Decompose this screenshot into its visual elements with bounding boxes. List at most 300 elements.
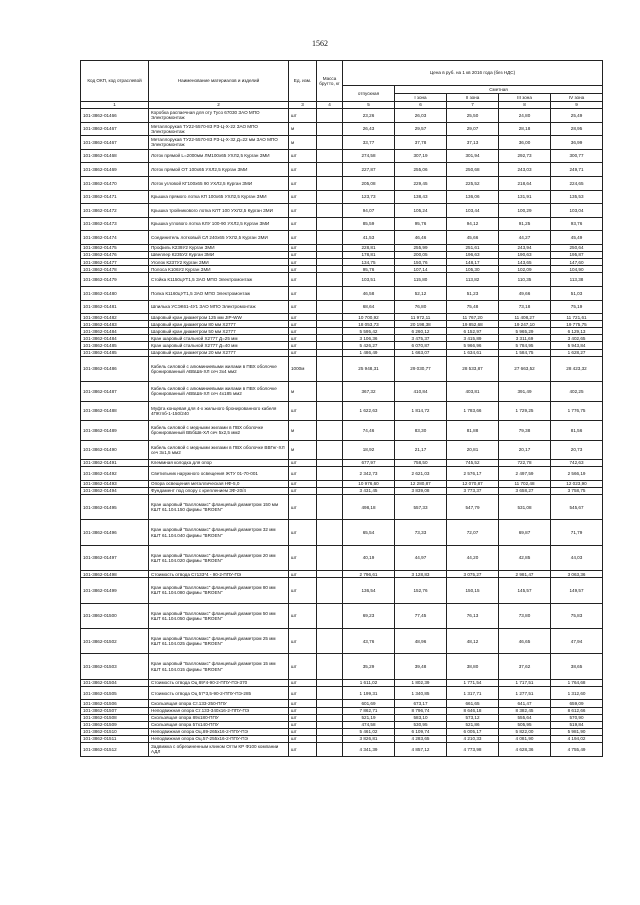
table-row bbox=[81, 487, 603, 494]
table-row bbox=[81, 335, 603, 342]
cell-zone-1-price: 410,84 bbox=[395, 382, 447, 402]
cell-zone-2-price: 8 646,18 bbox=[447, 707, 499, 714]
cell-zone-2-price: 113,82 bbox=[447, 273, 499, 287]
cell-code: 101-3862-01466 bbox=[81, 109, 149, 123]
cell-mass bbox=[317, 259, 343, 266]
table-body bbox=[81, 109, 603, 757]
cell-zone-3-price: 19 247,10 bbox=[499, 321, 551, 328]
cell-zone-3-price: 2 497,59 bbox=[499, 467, 551, 481]
cell-mass bbox=[317, 286, 343, 300]
cell-zone-4-price: 81,56 bbox=[551, 421, 603, 441]
cell-name: Металлорукав ТУ22-5570-83 РЗ-Ц-Х-22 ЗАО МПО Электромонтаж bbox=[149, 122, 289, 136]
table-row bbox=[81, 401, 603, 421]
cell-zone-2-price: 51,23 bbox=[447, 286, 499, 300]
cell-zone-2-price: 105,30 bbox=[447, 266, 499, 273]
cell-code: 101-3862-01469 bbox=[81, 163, 149, 177]
cell-zone-4-price: 3 758,75 bbox=[551, 487, 603, 494]
cell-code: 101-3862-01473 bbox=[81, 217, 149, 231]
cell-zone-3-price: 73,18 bbox=[499, 300, 551, 314]
cell-code: 101-3862-01492 bbox=[81, 467, 149, 481]
cell-zone-2-price: 28 533,87 bbox=[447, 356, 499, 381]
cell-zone-1-price: 26,03 bbox=[395, 109, 447, 123]
table-row bbox=[81, 190, 603, 204]
table-row bbox=[81, 707, 603, 714]
cell-zone-4-price: 103,04 bbox=[551, 204, 603, 218]
cell-zone-2-price: 48,12 bbox=[447, 628, 499, 653]
cell-name: Крышка углового лотка КЛУ 100-90 УХЛ2,5 Курган ЗМИ bbox=[149, 217, 289, 231]
cell-unit: шт bbox=[289, 109, 317, 123]
cell-mass bbox=[317, 460, 343, 467]
table-row bbox=[81, 266, 603, 273]
cell-zone-2-price: 250,68 bbox=[447, 163, 499, 177]
cell-unit: шт bbox=[289, 571, 317, 578]
cell-zone-2-price: 75,48 bbox=[447, 300, 499, 314]
table-row bbox=[81, 735, 603, 742]
table-row bbox=[81, 231, 603, 245]
cell-zone-2-price: 1 771,54 bbox=[447, 679, 499, 686]
colnum-6: 6 bbox=[395, 102, 447, 109]
cell-mass bbox=[317, 686, 343, 700]
cell-code: 101-3862-01479 bbox=[81, 273, 149, 287]
cell-zone-1-price: 29,57 bbox=[395, 122, 447, 136]
cell-name: Муфта концевая для 4-х жильного бронированного кабеля 4ПКтпб-1-150/240 bbox=[149, 401, 289, 421]
cell-release-price: 4 341,39 bbox=[343, 743, 395, 757]
cell-mass bbox=[317, 163, 343, 177]
cell-zone-2-price: 19 852,68 bbox=[447, 321, 499, 328]
cell-code: 101-3862-01485 bbox=[81, 342, 149, 349]
cell-code: 101-3862-01484 bbox=[81, 335, 149, 342]
cell-code: 101-3862-01472 bbox=[81, 204, 149, 218]
table-row bbox=[81, 460, 603, 467]
cell-release-price: 10 976,60 bbox=[343, 480, 395, 487]
cell-zone-4-price: 545,67 bbox=[551, 494, 603, 519]
cell-release-price: 123,73 bbox=[343, 190, 395, 204]
cell-release-price: 136,54 bbox=[343, 578, 395, 603]
cell-mass bbox=[317, 628, 343, 653]
cell-unit: м bbox=[289, 382, 317, 402]
cell-zone-3-price: 49,66 bbox=[499, 286, 551, 300]
cell-release-price: 103,51 bbox=[343, 273, 395, 287]
cell-unit: шт bbox=[289, 628, 317, 653]
cell-unit: шт bbox=[289, 314, 317, 321]
cell-mass bbox=[317, 545, 343, 570]
cell-unit: шт bbox=[289, 700, 317, 707]
cell-code: 101-3862-01508 bbox=[81, 714, 149, 721]
cell-zone-2-price: 196,63 bbox=[447, 252, 499, 259]
table-row bbox=[81, 314, 603, 321]
cell-mass bbox=[317, 401, 343, 421]
cell-zone-4-price: 38,65 bbox=[551, 654, 603, 679]
cell-zone-2-price: 547,79 bbox=[447, 494, 499, 519]
cell-zone-4-price: 75,19 bbox=[551, 300, 603, 314]
cell-release-price: 25 948,31 bbox=[343, 356, 395, 381]
cell-zone-2-price: 103,44 bbox=[447, 204, 499, 218]
cell-release-price: 3 106,36 bbox=[343, 335, 395, 342]
cell-unit: шт bbox=[289, 603, 317, 628]
table-row bbox=[81, 494, 603, 519]
cell-release-price: 228,81 bbox=[343, 244, 395, 251]
table-row bbox=[81, 728, 603, 735]
cell-zone-1-price: 557,33 bbox=[395, 494, 447, 519]
cell-zone-3-price: 145,57 bbox=[499, 578, 551, 603]
cell-zone-3-price: 1 729,25 bbox=[499, 401, 551, 421]
cell-release-price: 85,59 bbox=[343, 217, 395, 231]
cell-release-price: 26,43 bbox=[343, 122, 395, 136]
cell-code: 101-3862-01477 bbox=[81, 259, 149, 266]
table-row bbox=[81, 252, 603, 259]
colnum-7: 7 bbox=[447, 102, 499, 109]
cell-unit: шт bbox=[289, 460, 317, 467]
cell-zone-4-price: 3 063,36 bbox=[551, 571, 603, 578]
cell-zone-1-price: 255,99 bbox=[395, 244, 447, 251]
cell-name: Стоимость отвода Ст133*4 - 90-2-ППУ-ПЭ bbox=[149, 571, 289, 578]
cell-zone-4-price: 1 628,27 bbox=[551, 349, 603, 356]
cell-zone-2-price: 12 070,87 bbox=[447, 480, 499, 487]
colnum-4: 4 bbox=[317, 102, 343, 109]
cell-name: Неподвижная опора Оц.57-255х16-2-ППУ-ПЭ bbox=[149, 735, 289, 742]
cell-zone-3-price: 24,80 bbox=[499, 109, 551, 123]
cell-name: Полоса К106У2 Курган ЗМИ bbox=[149, 266, 289, 273]
cell-zone-4-price: 36,99 bbox=[551, 136, 603, 150]
cell-zone-4-price: 28,95 bbox=[551, 122, 603, 136]
cell-name: Швеллер К235У2 Курган ЗМИ bbox=[149, 252, 289, 259]
cell-zone-1-price: 73,33 bbox=[395, 520, 447, 545]
cell-mass bbox=[317, 356, 343, 381]
cell-release-price: 1 199,31 bbox=[343, 686, 395, 700]
cell-code: 101-3862-01480 bbox=[81, 286, 149, 300]
cell-name: Скользящая опора 57х140-ППУ bbox=[149, 721, 289, 728]
cell-zone-4-price: 4 755,49 bbox=[551, 743, 603, 757]
cell-code: 101-3862-01467 bbox=[81, 136, 149, 150]
cell-zone-3-price: 391,49 bbox=[499, 382, 551, 402]
table-row bbox=[81, 259, 603, 266]
table-row bbox=[81, 603, 603, 628]
cell-zone-4-price: 113,38 bbox=[551, 273, 603, 287]
cell-release-price: 41,53 bbox=[343, 231, 395, 245]
cell-code: 101-3862-01496 bbox=[81, 520, 149, 545]
cell-name: Неподвижная опора Оц.89-265х16-2-ППУ-ПЭ bbox=[149, 728, 289, 735]
cell-zone-2-price: 44,20 bbox=[447, 545, 499, 570]
cell-zone-4-price: 19 775,75 bbox=[551, 321, 603, 328]
cell-zone-3-price: 20,17 bbox=[499, 440, 551, 460]
cell-zone-1-price: 37,78 bbox=[395, 136, 447, 150]
table-row bbox=[81, 109, 603, 123]
cell-zone-4-price: 51,03 bbox=[551, 286, 603, 300]
cell-zone-4-price: 250,64 bbox=[551, 244, 603, 251]
cell-zone-2-price: 1 783,66 bbox=[447, 401, 499, 421]
cell-zone-1-price: 6 260,12 bbox=[395, 328, 447, 335]
cell-zone-4-price: 5 981,90 bbox=[551, 728, 603, 735]
colnum-2: 2 bbox=[149, 102, 289, 109]
cell-mass bbox=[317, 487, 343, 494]
cell-release-price: 7 862,71 bbox=[343, 707, 395, 714]
cell-zone-2-price: 403,81 bbox=[447, 382, 499, 402]
cell-zone-3-price: 555,64 bbox=[499, 714, 551, 721]
cell-code: 101-3862-01504 bbox=[81, 679, 149, 686]
cell-zone-2-price: 225,52 bbox=[447, 176, 499, 190]
cell-mass bbox=[317, 728, 343, 735]
cell-release-price: 74,46 bbox=[343, 421, 395, 441]
cell-zone-2-price: 94,12 bbox=[447, 217, 499, 231]
cell-unit: шт bbox=[289, 520, 317, 545]
table-row bbox=[81, 217, 603, 231]
cell-zone-3-price: 131,91 bbox=[499, 190, 551, 204]
cell-code: 101-3862-01510 bbox=[81, 728, 149, 735]
cell-mass bbox=[317, 204, 343, 218]
cell-release-price: 1 486,49 bbox=[343, 349, 395, 356]
cell-name: Крышка прямого лотка КП 100х65 УХЛ2,5 Курган ЗМИ bbox=[149, 190, 289, 204]
cell-code: 101-3862-01467 bbox=[81, 122, 149, 136]
table-row bbox=[81, 382, 603, 402]
cell-name: Скользящая опора Ст.133-250-ППУ bbox=[149, 700, 289, 707]
cell-zone-2-price: 150,15 bbox=[447, 578, 499, 603]
cell-zone-3-price: 243,94 bbox=[499, 244, 551, 251]
cell-unit: шт bbox=[289, 252, 317, 259]
cell-mass bbox=[317, 654, 343, 679]
cell-zone-3-price: 36,00 bbox=[499, 136, 551, 150]
cell-code: 101-3862-01490 bbox=[81, 440, 149, 460]
cell-mass bbox=[317, 349, 343, 356]
cell-zone-3-price: 28,18 bbox=[499, 122, 551, 136]
cell-zone-2-price: 38,80 bbox=[447, 654, 499, 679]
cell-mass bbox=[317, 707, 343, 714]
cell-release-price: 227,87 bbox=[343, 163, 395, 177]
cell-code: 101-3862-01485 bbox=[81, 349, 149, 356]
table-row bbox=[81, 163, 603, 177]
cell-zone-3-price: 11 408,27 bbox=[499, 314, 551, 321]
cell-zone-2-price: 1 317,71 bbox=[447, 686, 499, 700]
price-table bbox=[80, 60, 603, 757]
cell-release-price: 33,77 bbox=[343, 136, 395, 150]
cell-code: 101-3862-01481 bbox=[81, 300, 149, 314]
cell-zone-1-price: 11 972,11 bbox=[395, 314, 447, 321]
cell-zone-1-price: 530,95 bbox=[395, 721, 447, 728]
cell-unit: шт bbox=[289, 190, 317, 204]
cell-name: Кран шаровый "Балломакс" фланцевый диаметром 15 мм КШТ 61.104.015 фирмы "BROEN" bbox=[149, 654, 289, 679]
cell-zone-3-price: 8 382,45 bbox=[499, 707, 551, 714]
cell-mass bbox=[317, 321, 343, 328]
cell-release-price: 35,29 bbox=[343, 654, 395, 679]
cell-unit: шт bbox=[289, 349, 317, 356]
cell-zone-4-price: 20,73 bbox=[551, 440, 603, 460]
cell-name: Металлорукав ТУ22-5570-83 РЗ-Ц-Х-32 Д=22 мм ЗАО МПО Электромонтаж bbox=[149, 136, 289, 150]
cell-zone-3-price: 218,64 bbox=[499, 176, 551, 190]
cell-zone-3-price: 42,85 bbox=[499, 545, 551, 570]
cell-zone-3-price: 1 277,51 bbox=[499, 686, 551, 700]
cell-zone-4-price: 659,09 bbox=[551, 700, 603, 707]
table-row bbox=[81, 149, 603, 163]
cell-zone-1-price: 29 030,77 bbox=[395, 356, 447, 381]
table-row bbox=[81, 654, 603, 679]
cell-zone-1-price: 2 621,03 bbox=[395, 467, 447, 481]
cell-zone-4-price: 12 023,90 bbox=[551, 480, 603, 487]
cell-zone-3-price: 641,47 bbox=[499, 700, 551, 707]
cell-name: Крышка тройникового лотка КЛТ 100 УХЛ2,5 Курган ЗМИ bbox=[149, 204, 289, 218]
cell-name: Полка К1160цУТ1,5 ЗАО МПО Электромонтаж bbox=[149, 286, 289, 300]
header-zone-2: II зона bbox=[447, 94, 499, 102]
header-zone-3: III зона bbox=[499, 94, 551, 102]
cell-code: 101-3862-01478 bbox=[81, 266, 149, 273]
cell-zone-1-price: 3 839,08 bbox=[395, 487, 447, 494]
cell-zone-2-price: 745,52 bbox=[447, 460, 499, 467]
cell-zone-4-price: 149,57 bbox=[551, 578, 603, 603]
cell-unit: м bbox=[289, 421, 317, 441]
table-row bbox=[81, 204, 603, 218]
cell-zone-3-price: 44,27 bbox=[499, 231, 551, 245]
cell-zone-1-price: 76,80 bbox=[395, 300, 447, 314]
cell-zone-4-price: 147,60 bbox=[551, 259, 603, 266]
cell-zone-3-price: 3 311,69 bbox=[499, 335, 551, 342]
table-row bbox=[81, 356, 603, 381]
cell-zone-1-price: 44,97 bbox=[395, 545, 447, 570]
table-row bbox=[81, 520, 603, 545]
cell-unit: шт bbox=[289, 686, 317, 700]
cell-name: Шаровый кран диаметром 80 мм X2777 bbox=[149, 321, 289, 328]
cell-zone-1-price: 48,96 bbox=[395, 628, 447, 653]
cell-name: Соединитель лотковый СЛ 240х65 УХЛ2,5 Курган ЗМИ bbox=[149, 231, 289, 245]
cell-name: Лоток угловой КГ100х65 90 УХЛ2,5 Курган ЗМИ bbox=[149, 176, 289, 190]
cell-release-price: 2 796,61 bbox=[343, 571, 395, 578]
cell-mass bbox=[317, 571, 343, 578]
cell-zone-3-price: 292,73 bbox=[499, 149, 551, 163]
table-row bbox=[81, 578, 603, 603]
cell-mass bbox=[317, 273, 343, 287]
cell-release-price: 134,75 bbox=[343, 259, 395, 266]
cell-mass bbox=[317, 721, 343, 728]
cell-zone-2-price: 20,81 bbox=[447, 440, 499, 460]
cell-release-price: 474,58 bbox=[343, 721, 395, 728]
cell-zone-1-price: 52,12 bbox=[395, 286, 447, 300]
cell-zone-3-price: 1 584,75 bbox=[499, 349, 551, 356]
cell-code: 101-3862-01506 bbox=[81, 700, 149, 707]
cell-name: Кран шаровый "Балломакс" фланцевый диаметром 80 мм КШТ 61.104.080 фирмы "BROEN" bbox=[149, 578, 289, 603]
cell-zone-4-price: 1 312,60 bbox=[551, 686, 603, 700]
table-row bbox=[81, 176, 603, 190]
cell-zone-3-price: 1 717,51 bbox=[499, 679, 551, 686]
cell-zone-4-price: 28 423,32 bbox=[551, 356, 603, 381]
cell-release-price: 94,07 bbox=[343, 204, 395, 218]
cell-zone-2-price: 251,61 bbox=[447, 244, 499, 251]
cell-code: 101-3862-01503 bbox=[81, 654, 149, 679]
cell-zone-4-price: 249,71 bbox=[551, 163, 603, 177]
cell-mass bbox=[317, 176, 343, 190]
cell-code: 101-3862-01494 bbox=[81, 487, 149, 494]
cell-release-price: 2 342,73 bbox=[343, 467, 395, 481]
cell-name: Кабель силовой с медными жилами в ПВХ оболочке бронированный ВБбШв-ХЛ сеч 5х2,5 мм2 bbox=[149, 421, 289, 441]
cell-name: Задвижка с обрезиненным клином Оттм КР Ф100 компании АДЛ bbox=[149, 743, 289, 757]
cell-code: 101-3862-01499 bbox=[81, 578, 149, 603]
cell-zone-1-price: 150,76 bbox=[395, 259, 447, 266]
cell-zone-1-price: 46,46 bbox=[395, 231, 447, 245]
cell-zone-3-price: 102,09 bbox=[499, 266, 551, 273]
cell-zone-4-price: 47,94 bbox=[551, 628, 603, 653]
header-price-title: Цена в руб. на 1 кв 2016 года (без НДС) bbox=[343, 61, 603, 86]
cell-unit: шт bbox=[289, 244, 317, 251]
table-row bbox=[81, 714, 603, 721]
cell-zone-3-price: 73,80 bbox=[499, 603, 551, 628]
cell-release-price: 40,19 bbox=[343, 545, 395, 570]
cell-zone-1-price: 4 857,12 bbox=[395, 743, 447, 757]
cell-code: 101-3862-01486 bbox=[81, 356, 149, 381]
cell-zone-4-price: 1 764,68 bbox=[551, 679, 603, 686]
cell-unit: шт bbox=[289, 328, 317, 335]
cell-unit: м bbox=[289, 122, 317, 136]
cell-zone-1-price: 3 128,83 bbox=[395, 571, 447, 578]
cell-zone-4-price: 402,25 bbox=[551, 382, 603, 402]
cell-release-price: 10 700,92 bbox=[343, 314, 395, 321]
cell-code: 101-3862-01475 bbox=[81, 244, 149, 251]
cell-unit: шт bbox=[289, 342, 317, 349]
cell-unit: шт bbox=[289, 401, 317, 421]
cell-release-price: 274,58 bbox=[343, 149, 395, 163]
cell-zone-4-price: 45,49 bbox=[551, 231, 603, 245]
cell-mass bbox=[317, 300, 343, 314]
cell-name: Профиль К239У2 Курган ЗМИ bbox=[149, 244, 289, 251]
cell-zone-3-price: 37,62 bbox=[499, 654, 551, 679]
cell-release-price: 677,97 bbox=[343, 460, 395, 467]
table-row bbox=[81, 721, 603, 728]
cell-zone-1-price: 77,45 bbox=[395, 603, 447, 628]
cell-zone-1-price: 673,17 bbox=[395, 700, 447, 707]
cell-name: Шаровый кран диаметром 125 мм JIP-WW bbox=[149, 314, 289, 321]
cell-name: Шаровый кран диаметром 50 мм X2777 bbox=[149, 328, 289, 335]
cell-code: 101-3862-01468 bbox=[81, 149, 149, 163]
cell-zone-4-price: 2 566,19 bbox=[551, 467, 603, 481]
cell-zone-1-price: 3 475,37 bbox=[395, 335, 447, 342]
cell-zone-2-price: 661,65 bbox=[447, 700, 499, 707]
cell-zone-2-price: 25,50 bbox=[447, 109, 499, 123]
cell-mass bbox=[317, 231, 343, 245]
cell-zone-3-price: 243,03 bbox=[499, 163, 551, 177]
cell-name: Неподвижная опора Ст.133-340х16-2-ППУ-ПЭ bbox=[149, 707, 289, 714]
cell-unit: шт bbox=[289, 707, 317, 714]
cell-zone-3-price: 531,08 bbox=[499, 494, 551, 519]
cell-zone-2-price: 148,17 bbox=[447, 259, 499, 266]
cell-zone-2-price: 301,94 bbox=[447, 149, 499, 163]
cell-zone-1-price: 83,30 bbox=[395, 421, 447, 441]
cell-code: 101-3862-01511 bbox=[81, 735, 149, 742]
colnum-3: 3 bbox=[289, 102, 317, 109]
cell-unit: шт bbox=[289, 735, 317, 742]
cell-unit: шт bbox=[289, 728, 317, 735]
cell-zone-2-price: 29,07 bbox=[447, 122, 499, 136]
cell-zone-1-price: 1 814,72 bbox=[395, 401, 447, 421]
cell-release-price: 178,81 bbox=[343, 252, 395, 259]
cell-mass bbox=[317, 700, 343, 707]
cell-name: Шаровый кран диаметром 20 мм X2777 bbox=[149, 349, 289, 356]
cell-code: 101-3862-01505 bbox=[81, 686, 149, 700]
cell-zone-3-price: 143,65 bbox=[499, 259, 551, 266]
cell-release-price: 5 426,27 bbox=[343, 342, 395, 349]
cell-mass bbox=[317, 190, 343, 204]
cell-zone-3-price: 4 628,36 bbox=[499, 743, 551, 757]
cell-mass bbox=[317, 314, 343, 321]
cell-name: Опора освещения металлическая НФ-5,0 bbox=[149, 480, 289, 487]
cell-release-price: 68,64 bbox=[343, 300, 395, 314]
cell-release-price: 5 461,02 bbox=[343, 728, 395, 735]
cell-unit: шт bbox=[289, 679, 317, 686]
header-name: Наименование материалов и изделий bbox=[149, 61, 289, 102]
cell-zone-3-price: 46,65 bbox=[499, 628, 551, 653]
cell-mass bbox=[317, 679, 343, 686]
cell-zone-1-price: 8 796,74 bbox=[395, 707, 447, 714]
table-row bbox=[81, 122, 603, 136]
colnum-1: 1 bbox=[81, 102, 149, 109]
cell-name: Стоимость отвода Оц 89*4-90-2-ППУ-ПЭ-370 bbox=[149, 679, 289, 686]
cell-unit: шт bbox=[289, 163, 317, 177]
cell-release-price: 65,54 bbox=[343, 520, 395, 545]
cell-unit: шт bbox=[289, 149, 317, 163]
